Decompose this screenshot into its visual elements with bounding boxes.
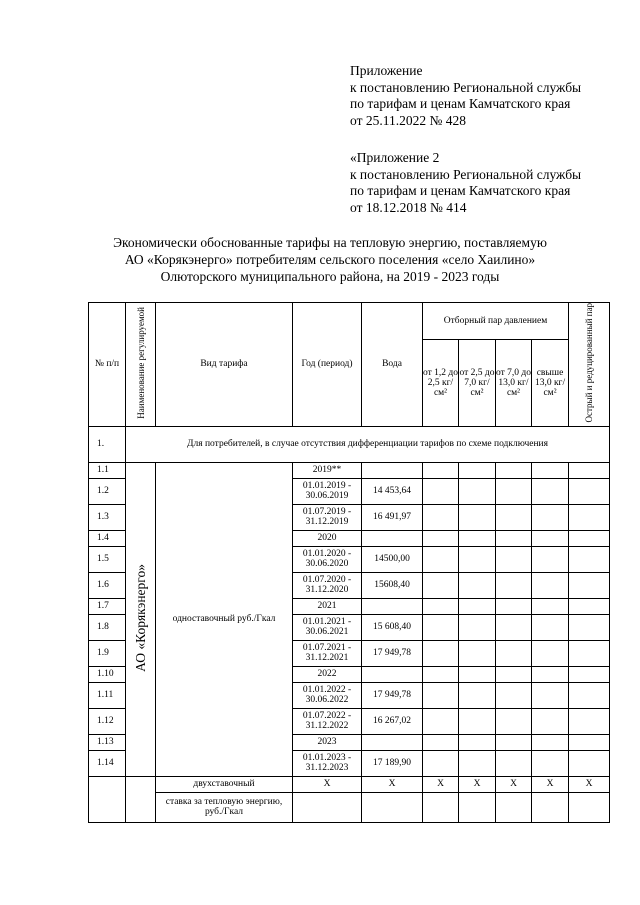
row-period: 2022 (293, 666, 362, 682)
tariff-table (88, 302, 610, 823)
appendix-line: от 25.11.2022 № 428 (350, 112, 466, 128)
row-period: 01.01.2022 - 30.06.2022 (293, 682, 362, 708)
row-num: 1.6 (89, 572, 126, 598)
appendix-line: к постановлению Региональной службы (350, 166, 582, 182)
section-title: Для потребителей, в случае отсутствия дифференциации тарифов по схеме подключения (126, 426, 610, 462)
title-line: АО «Корякэнерго» потребителям сельского поселения «село Хаилино» (124, 252, 536, 267)
heat-rate-row (89, 792, 610, 822)
row-water (362, 462, 423, 478)
header-tariff-type: Вид тарифа (156, 303, 293, 427)
appendix-line: Приложение (350, 63, 423, 78)
row-num: 1.3 (89, 504, 126, 530)
row-num: 1.14 (89, 750, 126, 776)
org-name-cell: АО «Корякэнерго» (126, 462, 156, 776)
row-period: 2023 (293, 734, 362, 750)
org-empty (126, 776, 156, 822)
row-period: 01.01.2023 - 31.12.2023 (293, 750, 362, 776)
title-line: Олюторского муниципального района, на 2019 - 2023 годы (160, 269, 500, 284)
row-num: 1.11 (89, 682, 126, 708)
x-mark: X (293, 776, 362, 792)
row-water: 17 189,90 (362, 750, 423, 776)
header-water: Вода (362, 303, 423, 427)
row-num-empty (89, 776, 126, 822)
row-water (362, 666, 423, 682)
appendix-line: к постановлению Региональной службы (350, 79, 582, 95)
appendix-line: от 18.12.2018 № 414 (350, 199, 467, 215)
row-period: 2019** (293, 462, 362, 478)
x-mark: X (362, 776, 423, 792)
one-part-tariff-label: одноставочный руб./Гкал (156, 462, 293, 776)
appendix-428-block (350, 63, 581, 129)
row-water (362, 734, 423, 750)
appendix-414-block (350, 150, 581, 216)
title-line: Экономически обоснованные тарифы на тепловую энергию, поставляемую (113, 235, 547, 250)
row-num: 1.8 (89, 614, 126, 640)
row-period: 01.07.2020 - 31.12.2020 (293, 572, 362, 598)
x-mark: X (459, 776, 496, 792)
row-period: 2021 (293, 598, 362, 614)
two-part-row (89, 776, 610, 792)
header-sharp-steam: Острый и редуцированный пар (569, 303, 610, 427)
appendix-line: по тарифам и ценам Камчатского края (350, 96, 571, 111)
header-pressure-3: от 7,0 до 13,0 кг/см² (496, 339, 532, 426)
two-part-label: двухставочный (156, 776, 293, 792)
row-water (362, 598, 423, 614)
header-pressure-1: от 1,2 до 2,5 кг/см² (423, 339, 459, 426)
x-mark: X (569, 776, 610, 792)
header-period: Год (период) (293, 303, 362, 427)
row-period: 01.01.2021 - 30.06.2021 (293, 614, 362, 640)
row-num: 1.2 (89, 478, 126, 504)
row-water: 14500,00 (362, 546, 423, 572)
document-title (60, 234, 600, 285)
row-period: 2020 (293, 530, 362, 546)
row-period: 01.07.2022 - 31.12.2022 (293, 708, 362, 734)
appendix-line: по тарифам и ценам Камчатского края (350, 183, 571, 198)
heat-rate-label: ставка за тепловую энергию, руб./Гкал (156, 792, 293, 822)
row-num: 1.13 (89, 734, 126, 750)
header-steam-group: Отборный пар давлением (423, 303, 569, 340)
row-num: 1.5 (89, 546, 126, 572)
x-mark: X (423, 776, 459, 792)
row-num: 1.10 (89, 666, 126, 682)
row-water: 14 453,64 (362, 478, 423, 504)
x-mark: X (496, 776, 532, 792)
row-water: 16 491,97 (362, 504, 423, 530)
x-mark: X (532, 776, 569, 792)
row-num: 1.7 (89, 598, 126, 614)
row-water: 16 267,02 (362, 708, 423, 734)
row-period: 01.07.2021 - 31.12.2021 (293, 640, 362, 666)
row-water (362, 530, 423, 546)
row-period: 01.01.2020 - 30.06.2020 (293, 546, 362, 572)
row-num: 1.1 (89, 462, 126, 478)
header-org: Наименование регулируемой (126, 303, 156, 427)
row-num: 1.9 (89, 640, 126, 666)
table-row (89, 462, 610, 478)
header-pressure-4: свыше 13,0 кг/см² (532, 339, 569, 426)
header-num: № п/п (89, 303, 126, 427)
row-water: 15608,40 (362, 572, 423, 598)
appendix-line: «Приложение 2 (350, 150, 440, 165)
row-water: 15 608,40 (362, 614, 423, 640)
header-pressure-2: от 2,5 до 7,0 кг/см² (459, 339, 496, 426)
row-period: 01.01.2019 - 30.06.2019 (293, 478, 362, 504)
row-num: 1.4 (89, 530, 126, 546)
row-water: 17 949,78 (362, 640, 423, 666)
row-num: 1.12 (89, 708, 126, 734)
section-num: 1. (89, 426, 126, 462)
row-period: 01.07.2019 - 31.12.2019 (293, 504, 362, 530)
row-water: 17 949,78 (362, 682, 423, 708)
